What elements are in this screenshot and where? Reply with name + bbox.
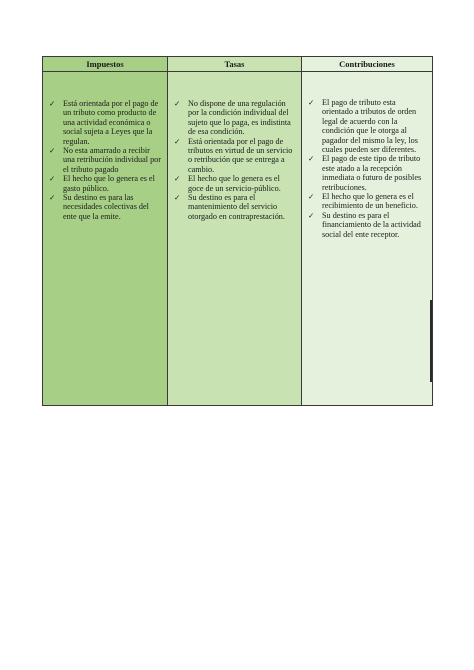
tasas-list bbox=[174, 99, 296, 221]
check-icon: ✓ bbox=[49, 174, 56, 184]
check-icon: ✓ bbox=[174, 99, 181, 108]
list-item-text: Está orientada por el pago de tributos en virtud de un servicio o retribución que se entrega a cambio. bbox=[188, 136, 293, 174]
check-icon: ✓ bbox=[174, 136, 181, 146]
list-item-text: El pago de tributo esta orientado a tributos de orden legal de acuerdo con la condición que le otorga al pagador del mismo la ley, los cuales pueden ser diferentes. bbox=[322, 98, 418, 155]
list-item bbox=[49, 193, 162, 221]
list-item bbox=[49, 146, 162, 174]
list-item-text: Su destino es para las necesidades colectivas del ente que la emite. bbox=[63, 193, 149, 221]
check-icon: ✓ bbox=[49, 146, 56, 156]
list-item-text: El hecho que lo genera es el goce de un servicio-público. bbox=[188, 174, 281, 193]
impuestos-list bbox=[49, 99, 162, 221]
header-impuestos: Impuestos bbox=[43, 57, 168, 72]
list-item-text: El pago de este tipo de tributo este atado a la recepción inmediata o futuro de posibles retribuciones. bbox=[322, 154, 422, 192]
list-item bbox=[174, 174, 296, 193]
column-impuestos bbox=[43, 72, 168, 405]
check-icon: ✓ bbox=[308, 98, 315, 107]
list-item bbox=[174, 99, 296, 137]
list-item-text: No dispone de una regulación por la condición individual del sujeto que lo paga, es indistinta de esa condición. bbox=[188, 99, 291, 137]
list-item-text: El hecho que lo genera es el gasto público. bbox=[63, 174, 155, 193]
list-item bbox=[174, 193, 296, 221]
check-icon: ✓ bbox=[49, 193, 56, 203]
list-item-text: El hecho que lo genera es el recibimiento de un beneficio. bbox=[322, 192, 418, 211]
border-mark bbox=[430, 300, 432, 382]
list-item bbox=[308, 98, 427, 154]
check-icon: ✓ bbox=[308, 154, 315, 164]
column-contribuciones bbox=[302, 72, 432, 405]
list-item-text: Su destino es para el mantenimiento del servicio otorgado en contraprestación. bbox=[188, 193, 285, 221]
list-item bbox=[308, 211, 427, 239]
list-item bbox=[308, 192, 427, 211]
list-item-text: Su destino es para el financiamiento de la actividad social del ente receptor. bbox=[322, 210, 421, 239]
header-tasas: Tasas bbox=[168, 57, 302, 72]
list-item-text: No esta amarrado a recibir una retribución individual por el tributo pagado bbox=[63, 146, 161, 174]
check-icon: ✓ bbox=[174, 174, 181, 184]
list-item bbox=[308, 154, 427, 192]
header-contribuciones: Contribuciones bbox=[302, 57, 432, 72]
column-tasas bbox=[168, 72, 302, 405]
check-icon: ✓ bbox=[308, 192, 315, 202]
list-item bbox=[49, 99, 162, 146]
check-icon: ✓ bbox=[49, 99, 56, 108]
contribuciones-list bbox=[308, 98, 427, 239]
check-icon: ✓ bbox=[174, 193, 181, 203]
comparison-table bbox=[42, 56, 433, 406]
check-icon: ✓ bbox=[308, 210, 315, 220]
list-item bbox=[49, 174, 162, 193]
list-item bbox=[174, 137, 296, 175]
list-item-text: Está orientada por el pago de un tributo como producto de una actividad económica o social sujeta a Leyes que la regulan. bbox=[63, 99, 159, 146]
